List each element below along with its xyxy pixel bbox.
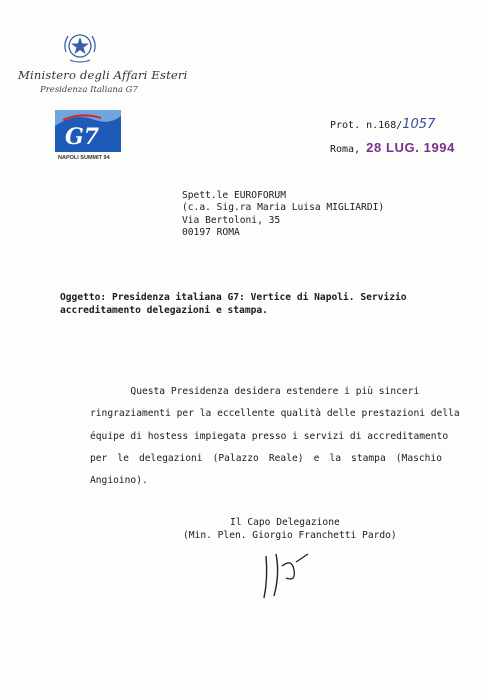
protocol-line: [330, 117, 435, 132]
subject: [60, 292, 455, 317]
ministry-name: Ministero degli Affari Esteri: [18, 68, 188, 82]
body-line: Questa Presidenza desidera estendere i più sinceri: [90, 386, 420, 397]
signature-name: (Min. Plen. Giorgio Franchetti Pardo): [183, 530, 397, 541]
recipient-line: Spett.le EUROFORUM: [182, 190, 286, 201]
recipient-address: [182, 190, 384, 239]
protocol-number: 1057: [402, 117, 436, 132]
subject-line: accreditamento delegazioni e stampa.: [60, 304, 268, 316]
presidency-name: Presidenza Italiana G7: [40, 85, 138, 95]
signature-title: Il Capo Delegazione: [230, 517, 340, 528]
italian-republic-emblem-icon: [60, 30, 100, 64]
subject-line: Oggetto: Presidenza italiana G7: Vertice di Napoli. Servizio: [60, 292, 407, 303]
letter-body: [90, 381, 460, 492]
handwritten-signature-icon: [258, 548, 313, 600]
place-date-line: [330, 140, 455, 155]
body-line: Angioino).: [90, 475, 148, 487]
body-line: équipe di hostess impiegata presso i servizi di accreditamento: [90, 430, 449, 442]
recipient-line: 00197 ROMA: [182, 226, 240, 238]
body-line: per le delegazioni (Palazzo Reale) e la stampa (Maschio: [90, 452, 442, 464]
date-stamp: 28 LUG. 1994: [366, 140, 455, 155]
recipient-line: (c.a. Sig.ra Maria Luisa MIGLIARDI): [182, 202, 385, 214]
g7-logo-text: G7: [65, 124, 100, 150]
g7-summit-logo-icon: [55, 110, 121, 152]
protocol-label: Prot. n.168/: [330, 120, 403, 131]
summit-label: NAPOLI SUMMIT 94: [58, 155, 110, 161]
body-line: ringraziamenti per la eccellente qualità delle prestazioni della: [90, 408, 460, 420]
place: Roma,: [330, 144, 361, 155]
recipient-line: Via Bertoloni, 35: [182, 214, 281, 226]
